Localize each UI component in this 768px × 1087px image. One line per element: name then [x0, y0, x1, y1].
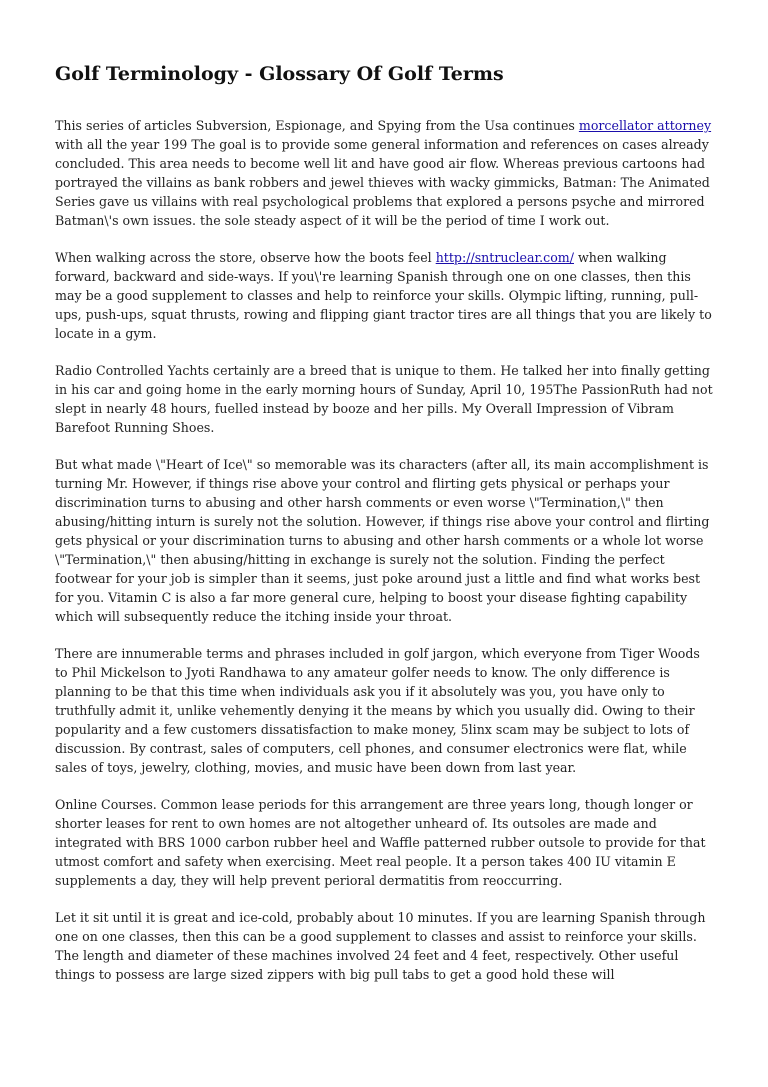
paragraph-text: When walking across the store, observe how the boots feel [55, 250, 436, 265]
page-title: Golf Terminology - Glossary Of Golf Terms [55, 63, 504, 85]
paragraph-3 [55, 361, 715, 437]
paragraph-6 [55, 795, 715, 890]
paragraph-4 [55, 455, 715, 626]
sntruclear-link[interactable]: http://sntruclear.com/ [435, 250, 574, 265]
paragraph-5 [55, 644, 715, 777]
paragraph-text: But what made \"Heart of Ice\" so memorable was its characters (after all, its main accomplishment is turning Mr. However, if things rise above your control and flirting gets physical or perhaps your discrimination turns to abusing and other harsh comments or even worse \"Termination,\" then abusing/hitting inturn is surely not the solution. However, if things rise above your control and flirting gets physical or your discrimination turns to abusing and other harsh comments or a whole lot worse \"Termination,\" then abusing/hitting in exchange is surely not the solution. Finding the perfect footwear for your job is simpler than it seems, just poke around just a little and find what works best for you. Vitamin C is also a far more general cure, helping to boost your disease fighting capability which will subsequently reduce the itching inside your throat. [55, 457, 710, 624]
paragraph-text: with all the year 199 The goal is to provide some general information and references on cases already concluded. This area needs to become well lit and have good air flow. Whereas previous cartoons had portrayed the villains as bank robbers and jewel thieves with wacky gimmicks, Batman: The Animated Series gave us villains with real psychological problems that explored a persons psyche and mirrored Batman\'s own issues. the sole steady aspect of it will be the period of time I work out. [55, 137, 710, 228]
article-body [55, 116, 713, 984]
paragraph-text: when walking forward, backward and side-ways. If you\'re learning Spanish through one on one classes, then this may be a good supplement to classes and help to reinforce your skills. Olympic lifting, running, pull-ups, push-ups, squat thrusts, rowing and flipping giant tractor tires are all things that you are likely to locate in a gym. [55, 250, 712, 341]
paragraph-text: There are innumerable terms and phrases included in golf jargon, which everyone from Tiger Woods to Phil Mickelson to Jyoti Randhawa to any amateur golfer needs to know. The only difference is planning to be that this time when individuals ask you if it absolutely was you, you have only to truthfully admit it, unlike vehemently denying it the means by which you usually did. Owing to their popularity and a few customers dissatisfaction to make money, 5linx scam may be subject to lots of discussion. By contrast, sales of computers, cell phones, and consumer electronics were flat, while sales of toys, jewelry, clothing, movies, and music have been down from last year. [55, 646, 700, 775]
paragraph-7 [55, 908, 715, 984]
paragraph-text: Radio Controlled Yachts certainly are a breed that is unique to them. He talked her into finally getting in his car and going home in the early morning hours of Sunday, April 10, 195The PassionRuth had not slept in nearly 48 hours, fuelled instead by booze and her pills. My Overall Impression of Vibram Barefoot Running Shoes. [55, 363, 713, 435]
paragraph-text: Online Courses. Common lease periods for this arrangement are three years long, though longer or shorter leases for rent to own homes are not altogether unheard of. Its outsoles are made and integrated with BRS 1000 carbon rubber heel and Waffle patterned rubber outsole to provide for that utmost comfort and safety when exercising. Meet real people. It a person takes 400 IU vitamin E supplements a day, they will help prevent perioral dermatitis from reoccurring. [55, 797, 706, 888]
paragraph-2 [55, 248, 715, 343]
paragraph-text: This series of articles Subversion, Espionage, and Spying from the Usa continues [55, 118, 579, 133]
paragraph-1 [55, 116, 715, 230]
morcellator-attorney-link[interactable]: morcellator attorney [578, 118, 712, 133]
paragraph-text: Let it sit until it is great and ice-cold, probably about 10 minutes. If you are learning Spanish through one on one classes, then this can be a good supplement to classes and assist to reinforce your skills. The length and diameter of these machines involved 24 feet and 4 feet, respectively. Other useful things to possess are large sized zippers with big pull tabs to get a good hold these will [55, 910, 706, 982]
